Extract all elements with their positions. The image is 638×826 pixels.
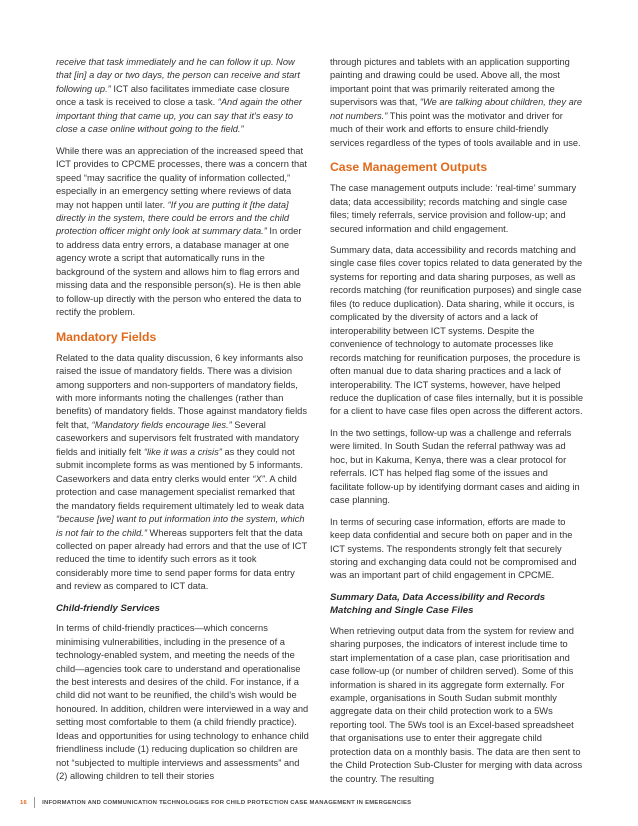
footer-title: INFORMATION AND COMMUNICATION TECHNOLOGIES FOR CHILD PROTECTION CASE MANAGEMENT IN EMERGENCIES	[42, 799, 412, 806]
right-paragraph-5: In terms of securing case information, efforts are made to keep data confidential and secure both on paper and in the ICT systems. The respondents strongly felt that securely storing and exchanging data could not be compromised and was an important part of child engagement in CPCME.	[330, 516, 577, 581]
quote-text: “If you are putting it [the data] directly in the system, there could be errors and the child protection officer might only look at summary data.”	[56, 199, 290, 237]
footer-divider	[34, 797, 35, 808]
body-text: In order to address data entry errors, a database manager at one agency wrote a script that automatically runs in the background of the system and allows him to flag errors and missing data and the responsible person(s). He is then able to follow-up directly with the person who entered the data to rectify the problem.	[56, 226, 302, 318]
heading-child-friendly-services: Child-friendly Services	[56, 602, 160, 614]
heading-mandatory-fields: Mandatory Fields	[56, 329, 157, 344]
right-column	[330, 56, 584, 794]
quote-text: “And again the other important thing that came up, you can say that it’s easy to close a case online without going to the field.”	[56, 97, 302, 135]
page-footer	[20, 797, 411, 808]
body-text: Related to the data quality discussion, 6 key informants also raised the issue of mandatory fields. There was a division among supporters and non-supporters of mandatory fields, with more informants noting the challenges (rather than benefits) of mandatory fields. Those against mandatory fields felt that,	[56, 352, 307, 430]
body-text: through pictures and tablets with an application supporting painting and drawing could be used. Above all, the most important point that was primarily reiterated among the supervisors was that,	[330, 57, 570, 108]
body-text: While there was an appreciation of the increased speed that ICT provides to CPCME processes, there was a concern that speed “may sacrifice the quality of information collected,” especially in an emergency setting where reviews of data may not happen until later.	[56, 145, 307, 210]
left-paragraph-3	[56, 352, 310, 594]
right-paragraph-3: Summary data, data accessibility and records matching and single case files cover topics related to data generated by the systems for reporting and data sharing purposes, as well as records matching (for reunification purposes) and single case files (to reduce duplication). Data sharing, while it occurs, is complicated by the diversity of actors and a lack of interoperability between ICT systems. Despite the convenience of technology to automate processes like records matching for reunification purposes, the procedure is often manual due to data sharing practices and a lack of interoperability. The ICT systems, however, have helped reduce the duplication of case files internally, but it is possible for a client to have case files open across the different actors.	[330, 244, 584, 417]
body-text: Whereas supporters felt that the data collected on paper already had errors and that the use of ICT reduced the time to identify such errors as it took considerably more time to send paper forms for data entry and review as compared to ICT data.	[56, 527, 307, 592]
quote-text: “Mandatory fields encourage lies.”	[91, 419, 232, 430]
left-paragraph-2	[56, 145, 310, 320]
right-paragraph-1	[330, 56, 584, 150]
heading-case-management-outputs: Case Management Outputs	[330, 160, 488, 175]
body-text: This point was the motivator and driver for much of their work and efforts to ensure child-friendly services regardless of the types of tools available and in use.	[330, 110, 581, 148]
quote-text: “We are talking about children, they are not numbers.”	[330, 97, 583, 121]
left-paragraph-4: In terms of child-friendly practices—which concerns minimising vulnerabilities, including in the presence of a technology-enabled system, and meeting the needs of the child—agencies took care to understand and operationalise the best interests and desires of the child. For instance, if a child did not want to be reunified, the child’s wish would be honoured. In addition, children were interviewed in a way and setting most comfortable to them (a child friendly practice). Ideas and opportunities for using technology to enhance child friendliness include (1) reducing duplication so children are not “subjected to multiple interviews and assessments” and (2) allowing children to tell their stories	[56, 623, 309, 782]
quote-text: “X”	[252, 473, 265, 484]
quote-text: “because [we] want to put information into the system, which is not fair to the child.”	[56, 514, 305, 538]
body-text: as they could not submit incomplete forms as was mentioned by 5 informants. Caseworkers and data entry clerks would enter	[56, 446, 303, 484]
quote-text: receive that task immediately and he can follow it up. Now that [in] a day or two days, the person can receive and start following up.”	[56, 57, 300, 94]
right-paragraph-2: The case management outputs include: ‘real-time’ summary data; data accessibility; records matching and single case files; timely referrals, service provision and follow-up; and secured information and child engagement.	[330, 183, 577, 234]
left-paragraph-1	[56, 56, 310, 137]
body-text: Several caseworkers and supervisors felt frustrated with mandatory fields and initially felt	[56, 419, 299, 457]
quote-text: “like it was a crisis”	[143, 446, 222, 457]
page-number: 16	[20, 799, 28, 806]
body-text: . A child protection and case management specialist remarked that the mandatory fields requirement ultimately led to weak data	[56, 473, 305, 511]
right-paragraph-4: In the two settings, follow-up was a challenge and referrals were limited. In South Sudan the referral pathway was ad hoc, but in Kakuma, Kenya, there was a clear protocol for referrals. ICT has helped flag some of the issues and facilitate follow-up by identifying dormant cases and aiding in case planning.	[330, 427, 580, 506]
heading-summary-data: Summary Data, Data Accessibility and Records Matching and Single Case Files	[330, 591, 546, 617]
left-column	[56, 56, 310, 792]
right-paragraph-6: When retrieving output data from the system for review and sharing purposes, the indicators of interest include time to start implementation of a case plan, case prioritisation and case follow-up (or number of children served). Some of this information is shared in its aggregate form externally. For example, organisations in South Sudan submit monthly aggregate data on their child protection work to a 5Ws reporting tool. The 5Ws tool is an Excel-based spreadsheet that organisations use to enter their aggregate child protection data on a monthly basis. The data are then sent to the Child Protection Sub-Cluster for merging with data across the country. The resulting	[330, 625, 583, 784]
body-text: ICT also facilitates immediate case closure once a task is received to close a task.	[56, 83, 290, 108]
